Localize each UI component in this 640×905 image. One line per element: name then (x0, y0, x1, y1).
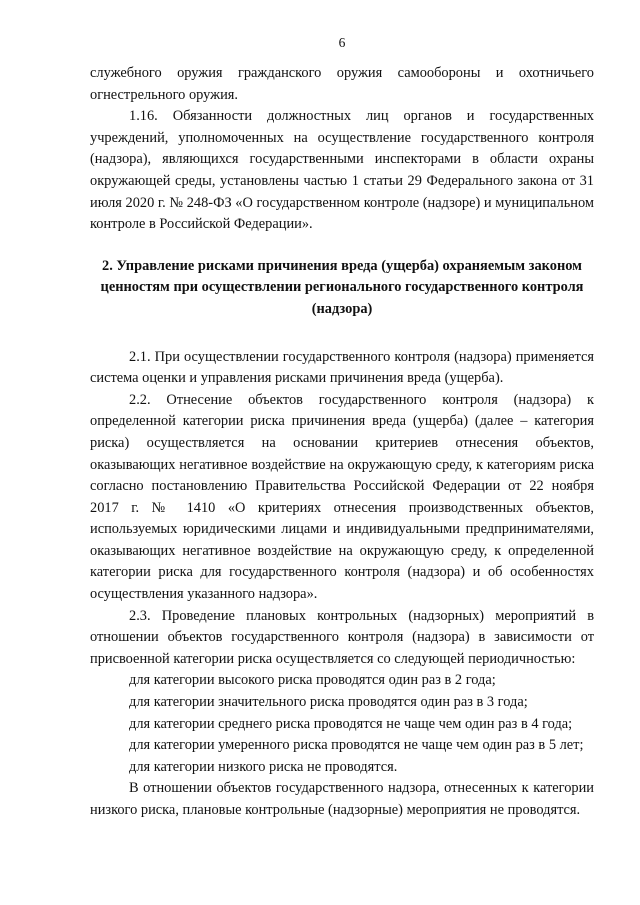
paragraph-2-1: 2.1. При осуществлении государственного контроля (надзора) применяется система оценки и управления рисками причинения вреда (ущерба). (90, 348, 594, 387)
list-item-significant-risk: для категории значительного риска проводятся один раз в 3 года; (129, 694, 528, 711)
paragraph-continuation: служебного оружия гражданского оружия самообороны и охотничьего огнестрельного оружия. (90, 65, 594, 103)
section-title: 2. Управление рисками причинения вреда (ущерба) охраняемым законом ценностям при осуществлении регионального государственного контроля (надзора) (100, 257, 584, 317)
paragraph-1-16: 1.16. Обязанности должностных лиц органов и государственных учреждений, уполномоченных на осуществление государственного контроля (надзора), являющихся государственными инспекторами в области охраны окружающей среды, установлены частью 1 статьи 29 Федерального закона от 31 июля 2020 г. № 248-ФЗ «О государственном контроле (надзоре) и муниципальном контроле в Российской Федерации». (90, 108, 594, 233)
list-item-low-risk: для категории низкого риска не проводятся. (129, 758, 398, 775)
list-item-moderate-risk: для категории умеренного риска проводятся не чаще чем один раз в 5 лет; (129, 737, 584, 754)
list-item-high-risk: для категории высокого риска проводятся один раз в 2 года; (129, 672, 496, 689)
paragraph-low-risk-note: В отношении объектов государственного надзора, отнесенных к категории низкого риска, плановые контрольные (надзорные) мероприятия не проводятся. (90, 780, 594, 818)
paragraph-2-3: 2.3. Проведение плановых контрольных (надзорных) мероприятий в отношении объектов государственного контроля (надзора) в зависимости от присвоенной категории риска осуществляется со следующей периодичностью: (90, 607, 594, 667)
page-number: 6 (338, 35, 346, 50)
document-page (90, 33, 594, 822)
list-item-medium-risk: для категории среднего риска проводятся не чаще чем один раз в 4 года; (129, 715, 573, 732)
paragraph-2-2: 2.2. Отнесение объектов государственного контроля (надзора) к определенной категории риска причинения вреда (ущерба) (далее – категория риска) осуществляется на основании критериев отнесения объектов, оказывающих негативное воздействие на окружающую среду, к категориям риска согласно постановлению Правительства Российской Федерации от 22 ноября 2017 г. № 1410 «О критериях отнесения производственных объектов, используемых юридическими лицами и индивидуальными предпринимателями, оказывающих негативное воздействие на окружающую среду, к определенной категории риска для государственного контроля (надзора) и об особенностях осуществления указанного надзора». (90, 391, 594, 603)
